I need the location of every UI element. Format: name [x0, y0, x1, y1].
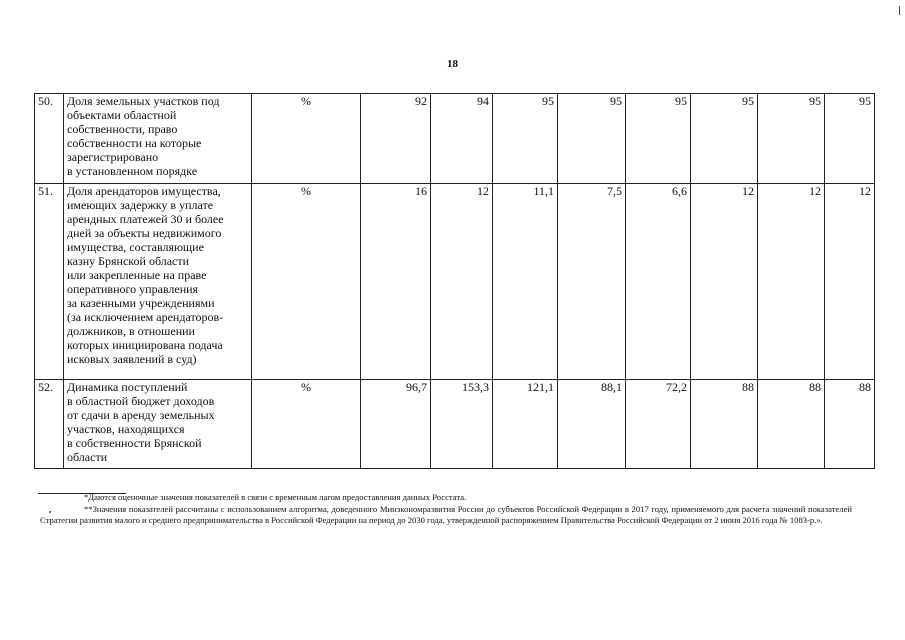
table-row — [35, 184, 875, 380]
value-cell: 72,2 — [626, 380, 691, 469]
page-number: 18 — [447, 58, 458, 70]
value-cell: 88,1 — [558, 380, 626, 469]
footnotes — [40, 492, 852, 527]
unit-cell: % — [252, 380, 361, 469]
value-cell: 88 — [825, 380, 875, 469]
value-cell: 92 — [361, 94, 431, 184]
value-cell: 11,1 — [493, 184, 558, 380]
row-number: 50. — [35, 94, 64, 184]
row-number: 52. — [35, 380, 64, 469]
value-cell: 88 — [758, 380, 825, 469]
footnote-estimated: *Даются оценочные значения показателей в связи с временным лагом предоставления данных Росстата. — [84, 492, 467, 502]
value-cell: 88 — [691, 380, 758, 469]
value-cell: 153,3 — [431, 380, 493, 469]
value-cell: 95 — [691, 94, 758, 184]
unit-cell: % — [252, 184, 361, 380]
unit-cell: % — [252, 94, 361, 184]
indicator-name: Динамика поступлений в областной бюджет доходов от сдачи в аренду земельных участков, находящихся в собственности Брянской области — [64, 380, 252, 469]
indicator-name: Доля арендаторов имущества, имеющих задержку в уплате арендных платежей 30 и более дней за объекты недвижимого имущества, составляющие казну Брянской области или закрепленные на праве оперативного управления за казенными учреждениями (за исключением арендаторов- должников, в отношении которых инициирована подача исковых заявлений в суд) — [64, 184, 252, 380]
indicator-name: Доля земельных участков под объектами областной собственности, право собственности на которые зарегистрировано в установленном порядке — [64, 94, 252, 184]
value-cell: 95 — [758, 94, 825, 184]
value-cell: 95 — [558, 94, 626, 184]
value-cell: 95 — [493, 94, 558, 184]
value-cell: 12 — [691, 184, 758, 380]
value-cell: 7,5 — [558, 184, 626, 380]
value-cell: 16 — [361, 184, 431, 380]
value-cell: 12 — [825, 184, 875, 380]
table-row — [35, 380, 875, 469]
value-cell: 96,7 — [361, 380, 431, 469]
footnote-calculation: **Значения показателей рассчитаны с использованием алгоритма, доведенного Минэкономразвития России до субъектов Российской Федерации в 2017 году, применяемого для расчета значений показателей Стратегии развития малого и среднего предпринимательства в Российской Федерации на период до 2030 года, утвержденной распоряжением Правительства Российской Федерации от 2 июня 2016 года № 1083-р.». — [40, 503, 852, 525]
row-number: 51. — [35, 184, 64, 380]
value-cell: 94 — [431, 94, 493, 184]
value-cell: 95 — [626, 94, 691, 184]
value-cell: 12 — [431, 184, 493, 380]
value-cell: 6,6 — [626, 184, 691, 380]
table-row — [35, 94, 875, 184]
value-cell: 95 — [825, 94, 875, 184]
scan-mark — [899, 6, 900, 15]
indicators-table — [34, 93, 875, 469]
value-cell: 12 — [758, 184, 825, 380]
value-cell: 121,1 — [493, 380, 558, 469]
